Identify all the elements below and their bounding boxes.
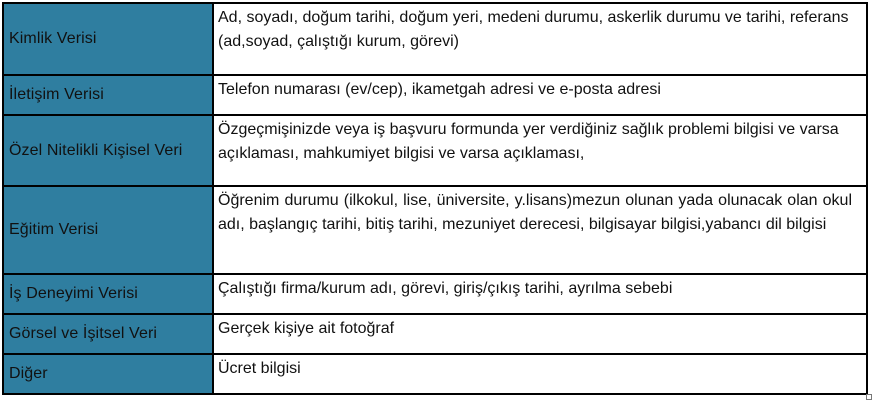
table-row: [4, 187, 866, 275]
table-row: [4, 275, 866, 315]
row-value: Çalıştığı firma/kurum adı, görevi, giriş/çıkış tarihi, ayrılma sebebi: [214, 275, 866, 313]
row-value: Ad, soyadı, doğum tarihi, doğum yeri, medeni durumu, askerlik durumu ve tarihi, referans (ad,soyad, çalıştığı kurum, görevi): [214, 4, 866, 74]
row-value: Özgeçmişinizde veya iş başvuru formunda yer verdiğiniz sağlık problemi bilgisi ve varsa açıklaması, mahkumiyet bilgisi ve varsa açıklaması,: [214, 116, 866, 185]
row-label: İş Deneyimi Verisi: [4, 275, 214, 313]
row-label: Kimlik Verisi: [4, 4, 214, 74]
table-row: [4, 355, 866, 393]
table-row: [4, 116, 866, 187]
row-label: İletişim Verisi: [4, 76, 214, 114]
row-value: Telefon numarası (ev/cep), ikametgah adresi ve e-posta adresi: [214, 76, 866, 114]
table-row: [4, 315, 866, 355]
personal-data-table: [2, 2, 868, 395]
row-value: Öğrenim durumu (ilkokul, lise, üniversite, y.lisans)mezun olunan yada olunacak olan okul adı, başlangıç tarihi, bitiş tarihi, mezuniyet derecesi, bilgisayar bilgisi,yabancı dil bilgisi: [214, 187, 866, 273]
row-label: Diğer: [4, 355, 214, 393]
row-label: Eğitim Verisi: [4, 187, 214, 273]
table-row: [4, 76, 866, 116]
table-row: [4, 4, 866, 76]
row-value: Gerçek kişiye ait fotoğraf: [214, 315, 866, 353]
row-label: Özel Nitelikli Kişisel Veri: [4, 116, 214, 185]
row-value: Ücret bilgisi: [214, 355, 866, 393]
resize-handle-icon[interactable]: [866, 394, 872, 400]
row-label: Görsel ve İşitsel Veri: [4, 315, 214, 353]
